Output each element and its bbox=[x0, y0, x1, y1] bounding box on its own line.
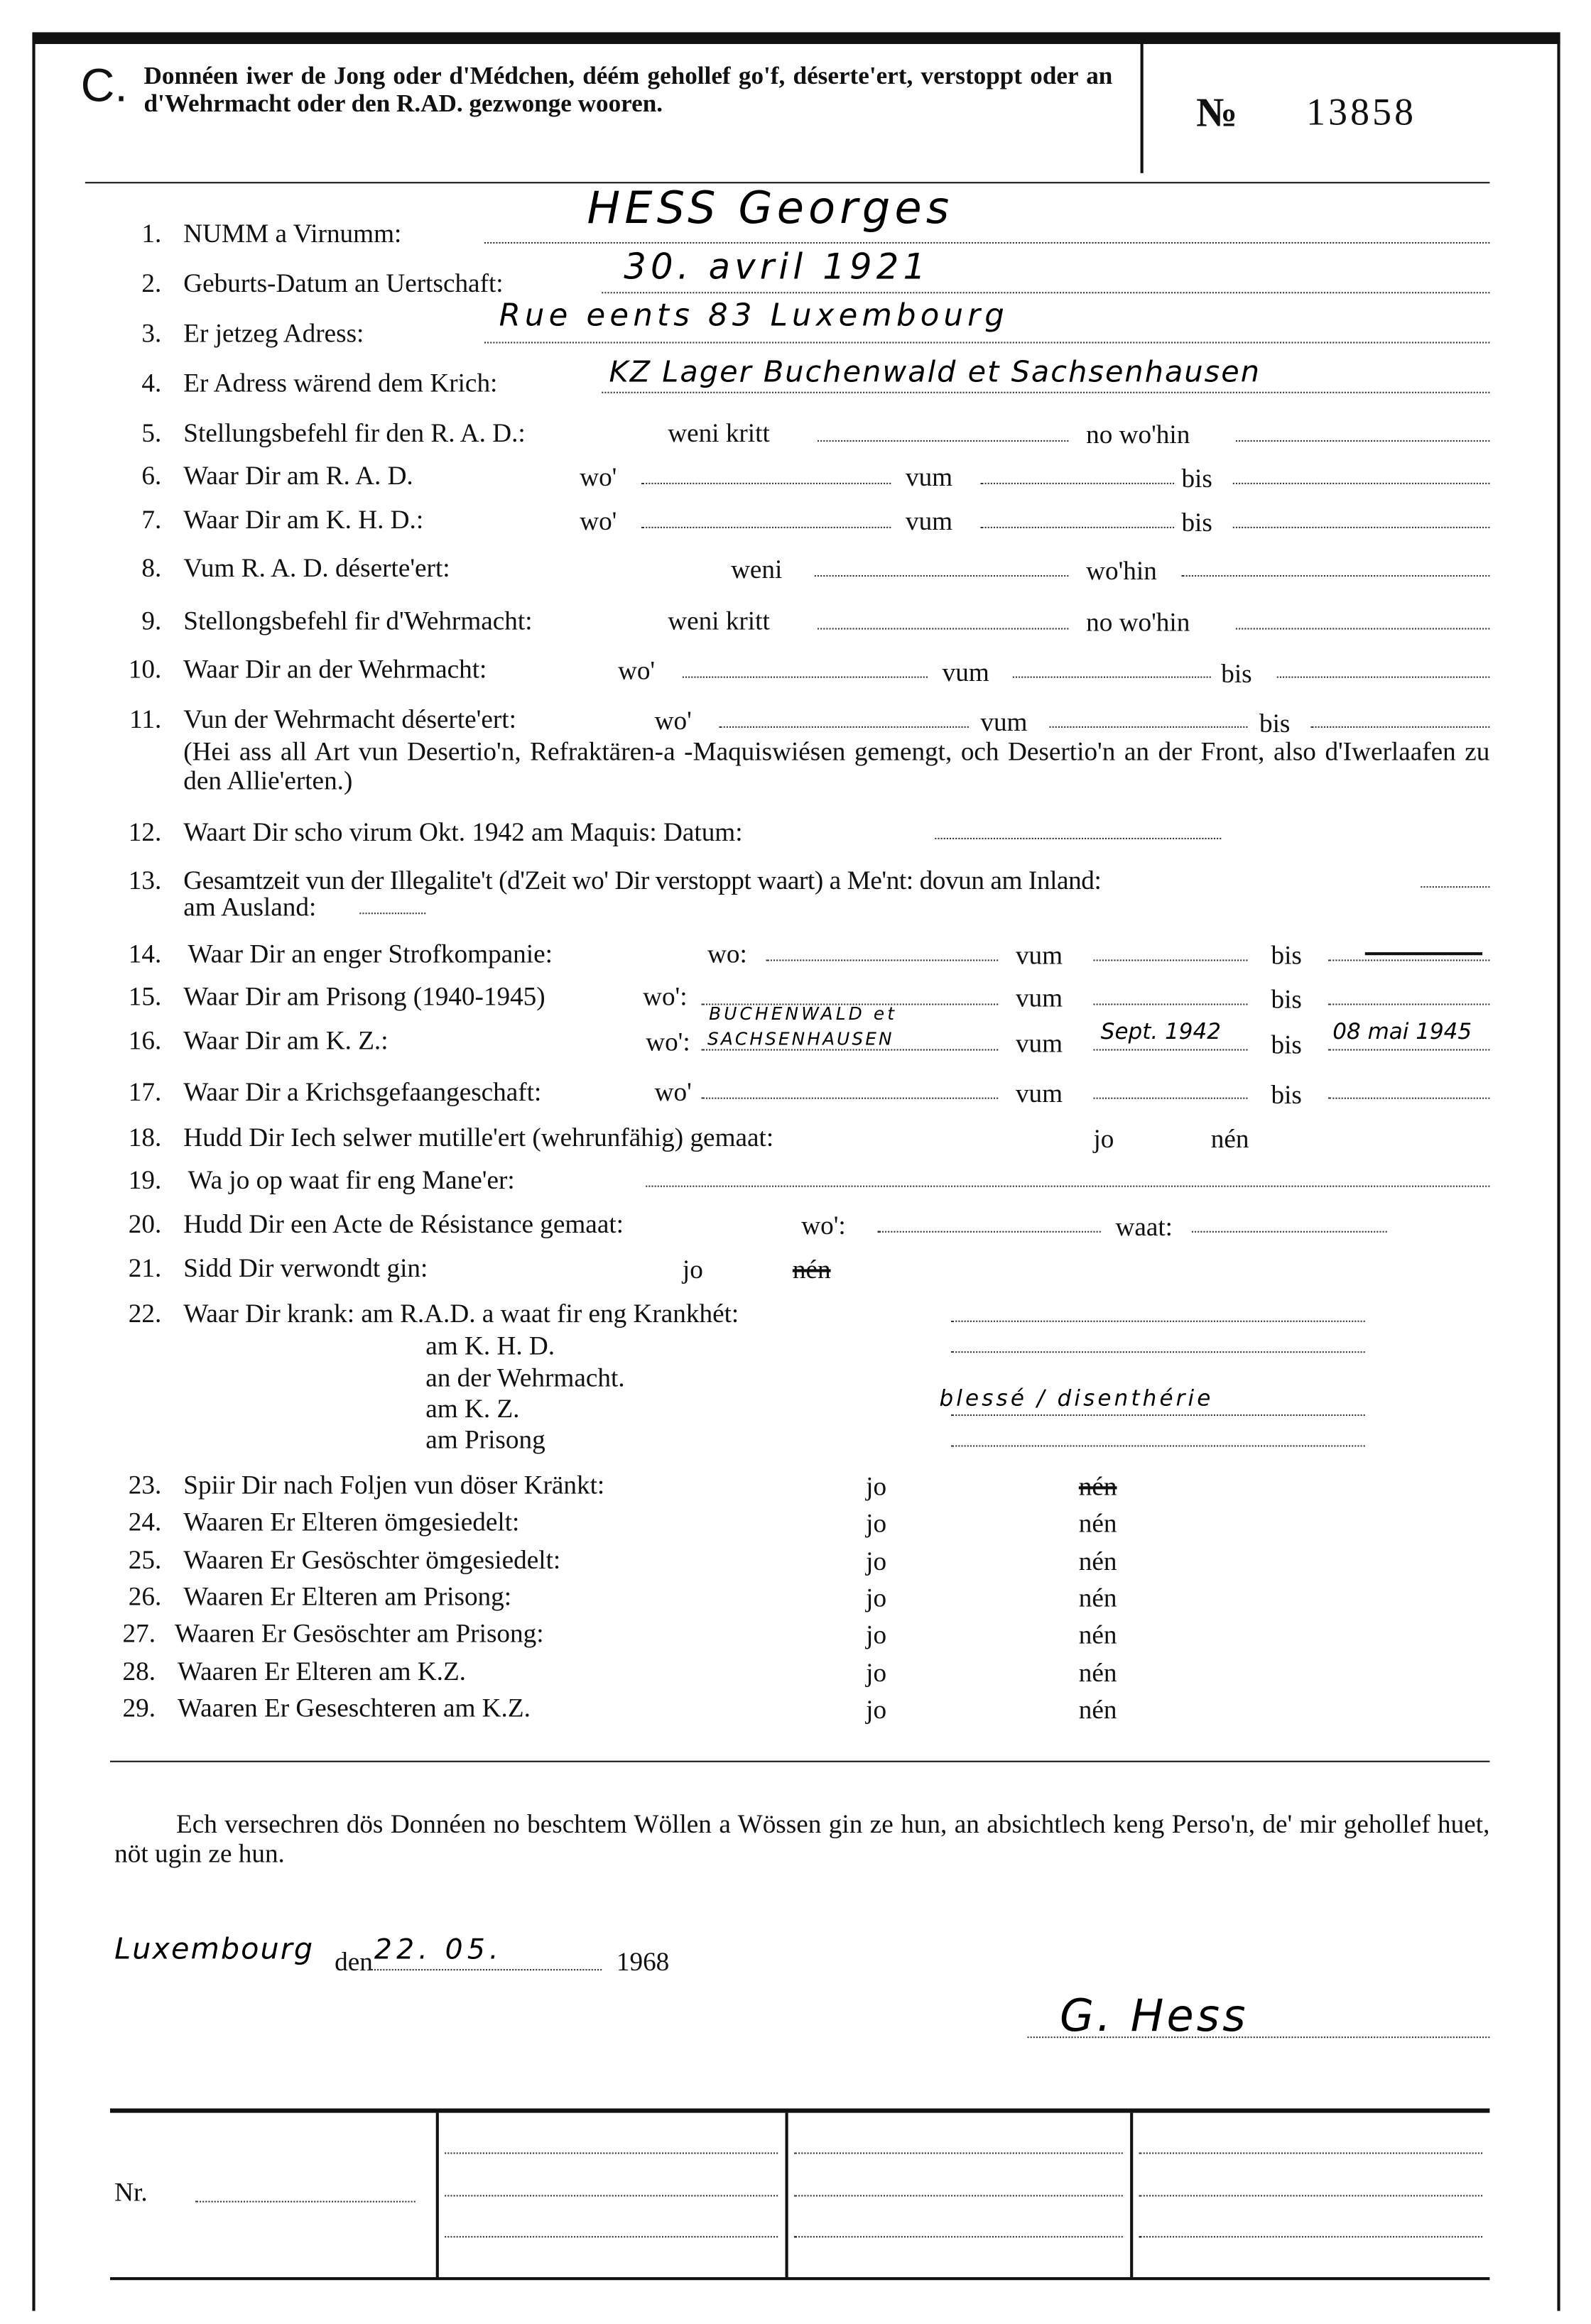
label-wo: wo' bbox=[654, 1076, 692, 1107]
kz-to-answer: 08 mai 1945 bbox=[1332, 1018, 1472, 1045]
kz-where-field[interactable] bbox=[702, 1049, 998, 1050]
office-field[interactable] bbox=[794, 2195, 1123, 2196]
table-top-rule bbox=[110, 2108, 1489, 2112]
label-wo: wo': bbox=[646, 1027, 690, 1057]
field[interactable] bbox=[951, 1351, 1365, 1353]
row-label: Waaren Er Elteren am Prisong: bbox=[183, 1581, 512, 1611]
year-label: 1968 bbox=[616, 1947, 670, 1977]
row-number: 8. bbox=[141, 553, 162, 583]
section-title: Donnéen iwer de Jong oder d'Médchen, déém gehollef go'f, déserte'ert, verstoppt oder an d'Wehrmacht oder den R.AD. gezwonge wooren. bbox=[143, 61, 1113, 118]
office-field[interactable] bbox=[445, 2152, 778, 2154]
field[interactable] bbox=[1310, 726, 1489, 728]
address-answer: Rue eents 83 Luxembourg bbox=[499, 298, 1009, 334]
row-number: 4. bbox=[141, 368, 162, 398]
label-bis: bis bbox=[1271, 940, 1302, 970]
row-number: 22. bbox=[128, 1298, 162, 1329]
label-bis: bis bbox=[1271, 1079, 1302, 1110]
field[interactable] bbox=[1093, 1003, 1247, 1005]
row-number: 10. bbox=[128, 654, 162, 684]
row-label: Hudd Dir Iech selwer mutille'ert (wehrunfähig) gemaat: bbox=[183, 1122, 774, 1152]
office-field[interactable] bbox=[445, 2236, 778, 2237]
row-label: Stellungsbefehl fir den R. A. D.: bbox=[183, 418, 526, 448]
row-number: 20. bbox=[128, 1209, 162, 1239]
label-bis: bis bbox=[1181, 507, 1212, 538]
field[interactable] bbox=[1236, 440, 1489, 442]
name-field[interactable] bbox=[484, 242, 1489, 244]
row-number: 2. bbox=[141, 268, 162, 298]
left-border bbox=[32, 32, 35, 2311]
date-answer: 22. 05. bbox=[374, 1933, 503, 1966]
option-jo[interactable]: jo bbox=[866, 1583, 887, 1613]
label-bis: bis bbox=[1271, 1030, 1302, 1059]
row-number: 25. bbox=[128, 1544, 162, 1575]
name-answer: HESS Georges bbox=[587, 183, 954, 235]
kz-from-answer: Sept. 1942 bbox=[1100, 1018, 1221, 1045]
row-label: Er jetzeg Adress: bbox=[183, 318, 364, 348]
office-field[interactable] bbox=[794, 2236, 1123, 2237]
field[interactable] bbox=[1328, 1003, 1489, 1005]
field[interactable] bbox=[1181, 575, 1489, 577]
section-letter: C. bbox=[80, 58, 128, 112]
row-number: 9. bbox=[141, 606, 162, 635]
field[interactable] bbox=[815, 575, 1068, 577]
row-number: 18. bbox=[128, 1122, 162, 1152]
option-jo[interactable]: jo bbox=[866, 1694, 887, 1725]
birth-field[interactable] bbox=[602, 292, 1489, 293]
field[interactable] bbox=[766, 959, 998, 961]
label-wo: wo' bbox=[580, 506, 617, 536]
row-label: Waar Dir am R. A. D. bbox=[183, 460, 413, 491]
option-nen-struck[interactable]: nén bbox=[792, 1254, 831, 1284]
label-waat: waat: bbox=[1115, 1211, 1173, 1242]
row-number: 3. bbox=[141, 318, 162, 348]
row-label: Waar Dir a Krichsgefaangeschaft: bbox=[183, 1076, 542, 1107]
row-number: 1. bbox=[141, 218, 162, 249]
option-nen[interactable]: nén bbox=[1210, 1123, 1249, 1154]
section-rule bbox=[110, 1761, 1489, 1762]
label-den: den bbox=[335, 1947, 373, 1977]
label-no-wohin: no wo'hin bbox=[1086, 419, 1190, 449]
row-number: 19. bbox=[128, 1164, 162, 1195]
row-label: Sidd Dir verwondt gin: bbox=[183, 1253, 428, 1283]
field[interactable] bbox=[1013, 677, 1211, 678]
option-jo[interactable]: jo bbox=[682, 1254, 703, 1284]
field[interactable] bbox=[951, 1321, 1365, 1322]
office-field[interactable] bbox=[1139, 2152, 1483, 2154]
row-number: 21. bbox=[128, 1253, 162, 1283]
field[interactable] bbox=[641, 483, 891, 484]
field[interactable] bbox=[980, 483, 1174, 484]
label-vum: vum bbox=[1015, 940, 1063, 970]
label-weni-kritt: weni kritt bbox=[668, 606, 770, 635]
label-wo: wo' bbox=[580, 462, 617, 492]
row-number: 15. bbox=[128, 981, 162, 1011]
table-divider bbox=[1130, 2113, 1132, 2277]
row-number: 28. bbox=[122, 1656, 156, 1686]
office-field[interactable] bbox=[1139, 2195, 1483, 2196]
label-wo: wo' bbox=[617, 655, 656, 686]
row-number: 14. bbox=[128, 939, 162, 969]
option-jo[interactable]: jo bbox=[866, 1471, 887, 1501]
row-label: Waar Dir am Prisong (1940-1945) bbox=[183, 981, 545, 1011]
row-label: Waaren Er Gesöschter ömgesiedelt: bbox=[183, 1544, 561, 1575]
row-label: Stellongsbefehl fir d'Wehrmacht: bbox=[183, 606, 533, 635]
date-field[interactable] bbox=[370, 1969, 602, 1970]
option-nen[interactable]: nén bbox=[1078, 1546, 1117, 1576]
row-number: 16. bbox=[128, 1025, 162, 1055]
illness-answer: blessé / disenthérie bbox=[939, 1385, 1214, 1412]
declaration-text: Ech versechren dös Donnéen no beschtem Wöllen a Wössen gin ze hun, an absichtlech keng Perso'n, de' mir gehollef huet, nöt ugin ze hun. bbox=[114, 1809, 1490, 1868]
war-address-answer: KZ Lager Buchenwald et Sachsenhausen bbox=[609, 354, 1261, 389]
row-label: Er Adress wärend dem Krich: bbox=[183, 368, 498, 398]
field[interactable] bbox=[1192, 1231, 1387, 1233]
option-jo[interactable]: jo bbox=[866, 1508, 887, 1538]
label-bis: bis bbox=[1181, 463, 1212, 493]
field[interactable] bbox=[1093, 959, 1247, 961]
row-label: NUMM a Virnumm: bbox=[183, 218, 402, 249]
label-bis: bis bbox=[1221, 658, 1252, 689]
table-divider bbox=[786, 2113, 788, 2277]
option-jo[interactable]: jo bbox=[866, 1620, 887, 1649]
form-number: 13858 bbox=[1306, 91, 1417, 134]
row-label: Waaren Er Gesöschter am Prisong: bbox=[174, 1618, 544, 1648]
label-vum: vum bbox=[905, 462, 953, 492]
label-vum: vum bbox=[1015, 1078, 1063, 1108]
row-number: 11. bbox=[129, 704, 162, 734]
label-wo: wo' bbox=[654, 705, 692, 736]
dash-mark bbox=[1365, 952, 1482, 954]
label-weni: weni bbox=[731, 555, 783, 584]
kz-where-answer-1: BUCHENWALD et bbox=[709, 1003, 898, 1025]
option-nen-struck[interactable]: nén bbox=[1078, 1471, 1117, 1501]
top-border bbox=[32, 32, 1560, 44]
row-label: Waar Dir an der Wehrmacht: bbox=[183, 654, 487, 684]
field[interactable] bbox=[702, 1098, 998, 1099]
row-label: Waar Dir krank: am R.A.D. a waat fir eng Krankhét: bbox=[183, 1298, 739, 1329]
label-wo: wo': bbox=[801, 1210, 846, 1240]
address-field[interactable] bbox=[484, 342, 1489, 343]
row-number: 17. bbox=[128, 1076, 162, 1107]
field[interactable] bbox=[641, 527, 891, 528]
row-label: Waar Dir am K. H. D.: bbox=[183, 504, 424, 535]
row-label: Wa jo op waat fir eng Mane'er: bbox=[188, 1164, 515, 1195]
row-label: Hudd Dir een Acte de Résistance gemaat: bbox=[183, 1209, 624, 1239]
row-label: Waart Dir scho virum Okt. 1942 am Maquis: Datum: bbox=[183, 817, 743, 847]
row-sublabel: am Prisong bbox=[425, 1424, 545, 1454]
label-vum: vum bbox=[1015, 1028, 1063, 1058]
option-nen[interactable]: nén bbox=[1078, 1620, 1117, 1649]
row-number: 26. bbox=[128, 1581, 162, 1611]
label-bis: bis bbox=[1259, 709, 1291, 738]
war-address-field[interactable] bbox=[602, 392, 1489, 393]
field[interactable] bbox=[1328, 1098, 1489, 1099]
label-bis: bis bbox=[1271, 984, 1302, 1014]
row-sublabel: am K. Z. bbox=[425, 1394, 520, 1424]
field[interactable] bbox=[720, 726, 969, 728]
row-label: Geburts-Datum an Uertschaft: bbox=[183, 268, 504, 298]
row-label: Waar Dir an enger Strofkompanie: bbox=[188, 939, 553, 969]
label-vum: vum bbox=[942, 657, 989, 687]
option-nen[interactable]: nén bbox=[1078, 1658, 1117, 1688]
field[interactable] bbox=[1049, 726, 1247, 728]
option-nen[interactable]: nén bbox=[1078, 1508, 1117, 1538]
field[interactable] bbox=[646, 1186, 1489, 1187]
label-weni-kritt: weni kritt bbox=[668, 418, 770, 448]
row-label: Vun der Wehrmacht déserte'ert: bbox=[183, 704, 516, 734]
kz-from-field[interactable] bbox=[1093, 1049, 1247, 1050]
field[interactable] bbox=[951, 1414, 1365, 1416]
option-nen[interactable]: nén bbox=[1078, 1583, 1117, 1613]
label-vum: vum bbox=[1015, 983, 1063, 1013]
field[interactable] bbox=[818, 628, 1068, 629]
field[interactable] bbox=[951, 1445, 1365, 1446]
row-label: Vum R. A. D. déserte'ert: bbox=[183, 553, 450, 583]
field[interactable] bbox=[1233, 483, 1490, 484]
row-number: 6. bbox=[141, 460, 162, 491]
row-sublabel: am K. H. D. bbox=[425, 1331, 555, 1360]
row-number: 5. bbox=[141, 418, 162, 448]
header-divider bbox=[1141, 44, 1143, 173]
label-wo: wo': bbox=[643, 981, 688, 1011]
row-sublabel: am Ausland: bbox=[183, 892, 317, 922]
row-number: 12. bbox=[128, 817, 162, 847]
field[interactable] bbox=[980, 527, 1174, 528]
option-nen[interactable]: nén bbox=[1078, 1694, 1117, 1725]
inland-field[interactable] bbox=[1421, 886, 1489, 888]
kz-to-field[interactable] bbox=[1328, 1049, 1489, 1050]
right-border bbox=[1557, 32, 1560, 2311]
field[interactable] bbox=[878, 1231, 1101, 1233]
row-number: 29. bbox=[122, 1693, 156, 1723]
field[interactable] bbox=[818, 440, 1068, 442]
field[interactable] bbox=[683, 677, 928, 678]
label-vum: vum bbox=[905, 506, 953, 536]
office-field[interactable] bbox=[1139, 2236, 1483, 2237]
field[interactable] bbox=[1236, 628, 1489, 629]
option-jo[interactable]: jo bbox=[866, 1546, 887, 1576]
label-wohin: wo'hin bbox=[1086, 556, 1157, 586]
signature: G. Hess bbox=[1059, 1991, 1249, 2043]
row-number: 13. bbox=[128, 866, 162, 895]
nr-label: Nr. bbox=[114, 2177, 148, 2207]
label-wo: wo: bbox=[707, 939, 747, 969]
field[interactable] bbox=[1093, 1098, 1247, 1099]
office-field[interactable] bbox=[445, 2195, 778, 2196]
label-no-wohin: no wo'hin bbox=[1086, 607, 1190, 637]
office-field[interactable] bbox=[794, 2152, 1123, 2154]
table-divider bbox=[436, 2113, 438, 2277]
row-number: 24. bbox=[128, 1507, 162, 1537]
option-jo[interactable]: jo bbox=[1093, 1123, 1114, 1154]
option-jo[interactable]: jo bbox=[866, 1658, 887, 1688]
field[interactable] bbox=[1233, 527, 1490, 528]
birth-answer: 30. avril 1921 bbox=[624, 246, 930, 288]
table-bottom-rule bbox=[110, 2277, 1489, 2279]
row-label: Gesamtzeit vun der Illegalite't (d'Zeit wo' Dir verstoppt waart) a Me'nt: dovun am Inland: bbox=[183, 866, 1102, 895]
field[interactable] bbox=[1328, 959, 1489, 961]
kz-where-answer-2: SACHSENHAUSEN bbox=[707, 1028, 894, 1049]
row-label: Waaren Er Elteren am K.Z. bbox=[178, 1656, 466, 1686]
label-vum: vum bbox=[980, 707, 1028, 737]
row-sublabel: an der Wehrmacht. bbox=[425, 1363, 625, 1393]
nr-field[interactable] bbox=[195, 2201, 416, 2203]
row-label: Waar Dir am K. Z.: bbox=[183, 1025, 389, 1055]
maquis-date-field[interactable] bbox=[935, 838, 1221, 839]
row-number: 23. bbox=[128, 1470, 162, 1500]
place-answer: Luxembourg bbox=[114, 1931, 315, 1966]
ausland-field[interactable] bbox=[359, 912, 425, 914]
field[interactable] bbox=[1277, 677, 1490, 678]
row-label: Waaren Er Geseschteren am K.Z. bbox=[178, 1693, 531, 1723]
row-label: Waaren Er Elteren ömgesiedelt: bbox=[183, 1507, 520, 1537]
row-number: 27. bbox=[122, 1618, 156, 1648]
row-note: (Hei ass all Art vun Desertio'n, Refraktären-a -Maquiswiésen gemengt, och Desertio'n an der Front, also d'Iwerlaafen zu den Allie'erten.) bbox=[183, 736, 1490, 795]
row-label: Spiir Dir nach Foljen vun döser Kränkt: bbox=[183, 1470, 605, 1500]
row-number: 7. bbox=[141, 504, 162, 535]
number-sign: № bbox=[1196, 91, 1238, 137]
